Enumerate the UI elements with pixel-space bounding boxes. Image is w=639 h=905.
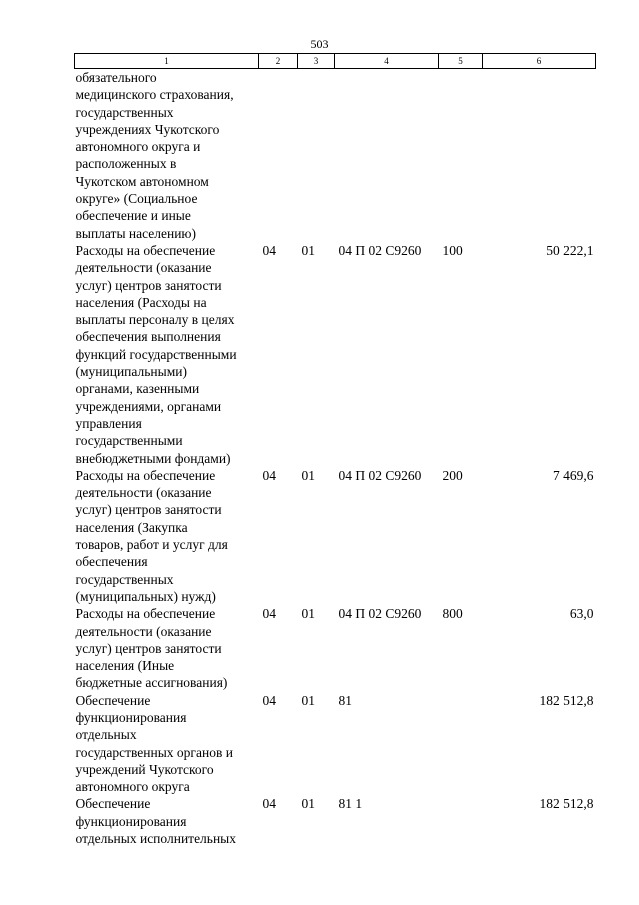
expense-name-line: учреждениями, органами bbox=[75, 398, 222, 414]
cell-target-item-code: 04 П 02 С9260 bbox=[338, 467, 422, 483]
cell-expense-type-code: 200 bbox=[442, 467, 463, 483]
expense-name-line: государственных bbox=[75, 571, 174, 587]
expense-name-line: товаров, работ и услуг для bbox=[75, 537, 228, 553]
header-col-5: 5 bbox=[439, 54, 483, 69]
cell-amount: 63,0 bbox=[569, 606, 594, 622]
expense-name-line: отдельных исполнительных bbox=[75, 831, 236, 847]
cell-expense-name bbox=[75, 242, 259, 467]
cell-target-item-code bbox=[335, 69, 439, 242]
table-row bbox=[75, 242, 596, 467]
expense-name-line: обязательного bbox=[75, 70, 157, 85]
cell-subsection-code: 01 bbox=[301, 796, 315, 812]
cell-expense-type-code: 100 bbox=[442, 242, 463, 258]
expense-name-line: функционирования bbox=[75, 813, 187, 829]
cell-expense-name bbox=[75, 692, 259, 796]
expense-name-line: деятельности (оказание bbox=[75, 260, 212, 276]
expense-name-line: обеспечения bbox=[75, 554, 148, 570]
expense-name-line: услуг) центров занятости bbox=[75, 502, 222, 518]
cell-expense-name bbox=[75, 69, 259, 242]
cell-section-code: 04 bbox=[262, 467, 276, 483]
cell-amount: 182 512,8 bbox=[539, 796, 594, 812]
expense-name-line: Расходы на обеспечение bbox=[75, 606, 216, 622]
cell-amount: 50 222,1 bbox=[546, 242, 594, 258]
expense-name-line: Чукотском автономном bbox=[75, 173, 209, 189]
expense-name-line: государственных органов и bbox=[75, 744, 233, 760]
expense-name-line: Расходы на обеспечение bbox=[75, 467, 216, 483]
expense-name-line: населения (Закупка bbox=[75, 519, 188, 535]
cell-subsection-code bbox=[298, 69, 335, 242]
expense-name-line: медицинского страхования, bbox=[75, 87, 234, 103]
expense-name-line: управления bbox=[75, 415, 142, 431]
cell-subsection-code: 01 bbox=[301, 606, 315, 622]
header-col-1: 1 bbox=[75, 54, 259, 69]
cell-target-item-code: 81 1 bbox=[338, 796, 363, 812]
expense-name-line: бюджетные ассигнования) bbox=[75, 675, 228, 691]
expense-name-line: отдельных bbox=[75, 727, 137, 743]
expense-name-line: обеспечение и иные bbox=[75, 208, 191, 224]
expense-name-line: государственными bbox=[75, 433, 183, 449]
expense-name-line: учреждениях Чукотского bbox=[75, 121, 220, 137]
header-col-4: 4 bbox=[335, 54, 439, 69]
cell-target-item-code: 04 П 02 С9260 bbox=[338, 606, 422, 622]
expense-name-line: выплаты населению) bbox=[75, 225, 197, 241]
expense-name-line: функций государственными bbox=[75, 346, 237, 362]
table-row bbox=[75, 467, 596, 605]
header-col-6: 6 bbox=[483, 54, 596, 69]
cell-section-code: 04 bbox=[262, 692, 276, 708]
expense-name-line: внебюджетными фондами) bbox=[75, 450, 231, 466]
cell-expense-type-code bbox=[439, 69, 483, 242]
header-col-2: 2 bbox=[259, 54, 298, 69]
table-body bbox=[75, 69, 596, 848]
expense-name-line: расположенных в bbox=[75, 156, 177, 172]
cell-expense-name bbox=[75, 467, 259, 605]
cell-subsection-code: 01 bbox=[301, 242, 315, 258]
table-row bbox=[75, 795, 596, 847]
cell-subsection-code: 01 bbox=[301, 467, 315, 483]
cell-target-item-code: 81 bbox=[338, 692, 352, 708]
cell-expense-type-code: 800 bbox=[442, 606, 463, 622]
expense-name-line: (муниципальных) нужд) bbox=[75, 588, 216, 604]
expense-name-line: автономного округа bbox=[75, 779, 190, 795]
expense-name-line: Расходы на обеспечение bbox=[75, 242, 216, 258]
table-row bbox=[75, 69, 596, 242]
cell-expense-type-code bbox=[439, 795, 483, 847]
cell-amount: 7 469,6 bbox=[553, 467, 594, 483]
table-row bbox=[75, 605, 596, 691]
cell-amount: 182 512,8 bbox=[539, 692, 594, 708]
cell-section-code: 04 bbox=[262, 796, 276, 812]
expense-name-line: услуг) центров занятости bbox=[75, 640, 222, 656]
expense-name-line: населения (Иные bbox=[75, 658, 175, 674]
cell-expense-name bbox=[75, 605, 259, 691]
table-header-row bbox=[75, 54, 596, 69]
expense-name-line: учреждений Чукотского bbox=[75, 761, 214, 777]
expense-name-line: обеспечения выполнения bbox=[75, 329, 221, 345]
cell-target-item-code: 04 П 02 С9260 bbox=[338, 242, 422, 258]
expense-name-line: услуг) центров занятости bbox=[75, 277, 222, 293]
budget-table bbox=[74, 53, 596, 847]
cell-expense-type-code bbox=[439, 692, 483, 796]
table-row bbox=[75, 692, 596, 796]
expense-name-line: функционирования bbox=[75, 709, 187, 725]
expense-name-line: государственных bbox=[75, 104, 174, 120]
expense-name-line: населения (Расходы на bbox=[75, 294, 207, 310]
cell-subsection-code: 01 bbox=[301, 692, 315, 708]
expense-name-line: органами, казенными bbox=[75, 381, 200, 397]
expense-name-line: округе» (Социальное bbox=[75, 191, 198, 207]
cell-section-code: 04 bbox=[262, 606, 276, 622]
expense-name-line: деятельности (оказание bbox=[75, 485, 212, 501]
expense-name-line: автономного округа и bbox=[75, 139, 201, 155]
cell-section-code: 04 bbox=[262, 242, 276, 258]
page-number: 503 bbox=[310, 37, 329, 51]
cell-expense-name bbox=[75, 795, 259, 847]
expense-name-line: Обеспечение bbox=[75, 692, 151, 708]
cell-amount bbox=[483, 69, 596, 242]
expense-name-line: (муниципальными) bbox=[75, 364, 187, 380]
cell-section-code bbox=[259, 69, 298, 242]
header-col-3: 3 bbox=[298, 54, 335, 69]
expense-name-line: деятельности (оказание bbox=[75, 623, 212, 639]
expense-name-line: Обеспечение bbox=[75, 796, 151, 812]
expense-name-line: выплаты персоналу в целях bbox=[75, 312, 235, 328]
